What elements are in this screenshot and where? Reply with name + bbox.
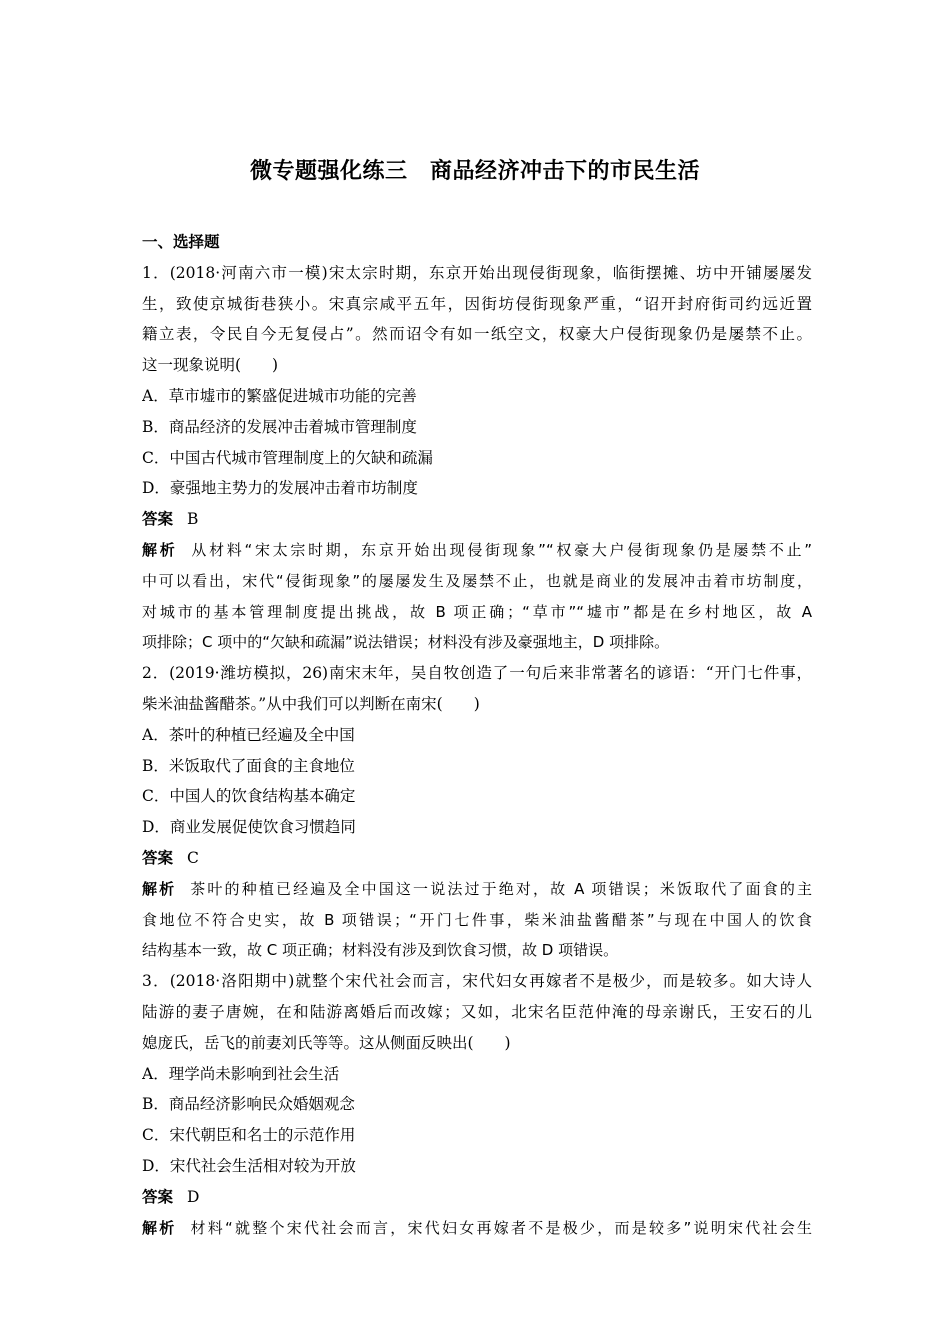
explanation-label: 解析: [142, 540, 178, 559]
explanation-line: [142, 1213, 812, 1244]
option-b: B．商品经济影响民众婚姻观念: [142, 1095, 355, 1114]
answer-value: D: [187, 1187, 200, 1206]
explanation-line: [142, 874, 812, 905]
explanation-line: 对城市的基本管理制度提出挑战，故 B 项正确；“草市”“墟市”都是在乡村地区，故 A: [142, 602, 812, 621]
explanation-line: 中可以看出，宋代“侵街现象”的屡屡发生及屡禁不止，也就是商业的发展冲击着市坊制度，: [142, 571, 812, 590]
answer-row: [142, 843, 812, 874]
question-1: [142, 258, 812, 658]
option-b: B．商品经济的发展冲击着城市管理制度: [142, 417, 417, 436]
explanation-line: 食地位不符合史实，故 B 项错误；“开门七件事，柴米油盐酱醋茶”与现在中国人的饮食: [142, 910, 812, 929]
section-heading: 一、选择题: [142, 233, 220, 251]
option-c: C．中国古代城市管理制度上的欠缺和疏漏: [142, 448, 433, 467]
question-stem-line: 陆游的妻子唐婉，在和陆游离婚后而改嫁；又如，北宋名臣范仲淹的母亲谢氏，王安石的儿: [142, 1002, 812, 1021]
question-stem-line: 生，致使京城街巷狭小。宋真宗咸平五年，因街坊侵街现象严重，“诏开封府街司约远近置: [142, 294, 812, 313]
explanation-text: 从材料“宋太宗时期，东京开始出现侵街现象”“权豪大户侵街现象仍是屡禁不止”: [191, 540, 812, 559]
option-d: D．商业发展促使饮食习惯趋同: [142, 818, 356, 837]
explanation-line: 结构基本一致，故 C 项正确；材料没有涉及到饮食习惯，故 D 项错误。: [142, 941, 619, 960]
answer-row: [142, 504, 812, 535]
answer-label: 答案: [142, 1187, 174, 1206]
option-c: C．宋代朝臣和名士的示范作用: [142, 1126, 356, 1145]
question-stem-line: 柴米油盐酱醋茶。”从中我们可以判断在南宋( ): [142, 694, 480, 713]
question-stem-line: 这一现象说明( ): [142, 356, 279, 375]
question-stem-line: 媳庞氏，岳飞的前妻刘氏等等。这从侧面反映出( ): [142, 1033, 511, 1052]
explanation-line: 项排除；C 项中的“欠缺和疏漏”说法错误；材料没有涉及豪强地主，D 项排除。: [142, 633, 670, 652]
exercise-content: [142, 227, 812, 1243]
answer-row: [142, 1182, 812, 1213]
option-a: A．理学尚未影响到社会生活: [142, 1064, 340, 1083]
option-b: B．米饭取代了面食的主食地位: [142, 756, 355, 775]
option-a: A．茶叶的种植已经遍及全中国: [142, 725, 355, 744]
answer-value: C: [187, 848, 199, 867]
explanation-label: 解析: [142, 1218, 177, 1237]
question-stem-line: 籍立表，令民自今无复侵占”。然而诏令有如一纸空文，权豪大户侵街现象仍是屡禁不止。: [142, 325, 812, 344]
answer-label: 答案: [142, 510, 174, 529]
answer-value: B: [187, 510, 199, 529]
question-2: [142, 658, 812, 966]
explanation-line: [142, 535, 812, 566]
explanation-label: 解析: [142, 879, 177, 898]
explanation-text: 茶叶的种植已经遍及全中国这一说法过于绝对，故 A 项错误；米饭取代了面食的主: [190, 879, 812, 898]
answer-label: 答案: [142, 848, 174, 867]
question-stem-line: 1．(2018·河南六市一模)宋太宗时期，东京开始出现侵街现象，临街摆摊、坊中开铺屡屡发: [142, 263, 812, 282]
page-title: 微专题强化练三 商品经济冲击下的市民生活: [249, 159, 700, 184]
question-stem-line: 2．(2019·潍坊模拟，26)南宋末年，吴自牧创造了一句后来非常著名的谚语：“开门七件事，: [142, 664, 812, 683]
option-a: A．草市墟市的繁盛促进城市功能的完善: [142, 386, 417, 405]
question-3: [142, 966, 812, 1243]
option-d: D．宋代社会生活相对较为开放: [142, 1156, 356, 1175]
option-c: C．中国人的饮食结构基本确定: [142, 787, 356, 806]
option-d: D．豪强地主势力的发展冲击着市坊制度: [142, 479, 418, 498]
question-stem-line: 3．(2018·洛阳期中)就整个宋代社会而言，宋代妇女再嫁者不是极少，而是较多。如大诗人: [142, 972, 812, 991]
explanation-text: 材料“就整个宋代社会而言，宋代妇女再嫁者不是极少，而是较多”说明宋代社会生: [190, 1218, 812, 1237]
